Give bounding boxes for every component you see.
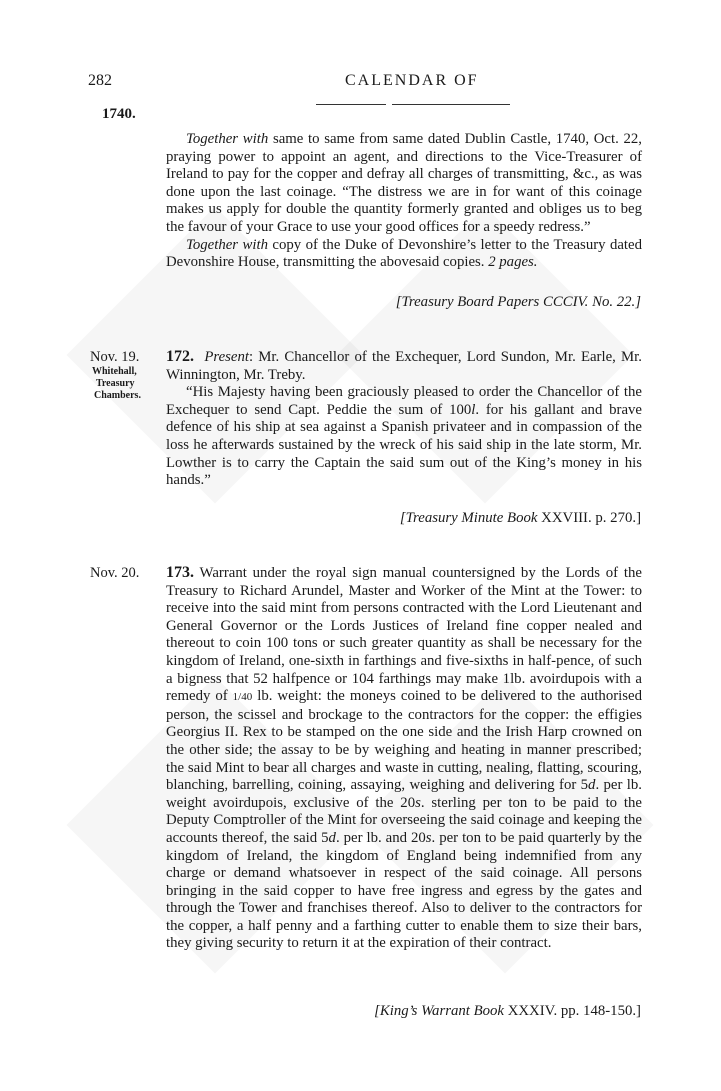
page-count: 2 pages.: [488, 254, 538, 271]
entry-number: 173.: [166, 564, 194, 581]
paragraph-text: . for his gallant and brave defence of his ship at sea against a Spanish privateer and in compassion of the loss he afterwards sustained by the wreck of his said ship in the late storm, Mr. Lowther is to carry the Captain the said sum out of the King’s money in his hands.”: [166, 401, 642, 489]
currency-abbrev: s: [425, 829, 432, 846]
continuation-paragraph: [166, 131, 642, 237]
entry-place: Treasury: [96, 378, 135, 389]
fraction: 1/40: [232, 691, 253, 704]
entry-172: [166, 348, 642, 490]
paragraph-text: . sterling per ton to be paid to the Deputy Comptroller of the Mint for overseeing the said coinage and keeping the accounts thereof, the said 5: [166, 794, 642, 846]
citation-ref: XXVIII. p. 270.]: [541, 510, 641, 526]
paragraph-text: copy of the Duke of Devonshire’s letter to the Treasury dated Devonshire House, transmitting the abovesaid copies.: [166, 236, 642, 271]
paragraph-text: . per ton to be paid quarterly by the kingdom of Ireland, the kingdom of England being indemnified from any charge or demand whatsoever in respect of the said coinage. All persons bringing in the said copper to have free ingress and egress by the gates and through the Tower and franchises thereof. Also to deliver to the contractors for the copper, a half penny and a farthing cutter to enable them to size their bars, they giving security to return it at the expiration of their contract.: [166, 829, 642, 952]
entry-date: Nov. 19.: [90, 349, 140, 365]
entry-number: 172.: [166, 348, 194, 365]
paragraph-text: “His Majesty having been graciously pleased to order the Chancellor of the Exchequer to send Capt. Peddie the sum of 100: [166, 384, 642, 418]
citation-title: [Treasury Minute Book: [399, 510, 542, 526]
citation-ref: XXXIV. pp. 148-150.]: [507, 1003, 641, 1019]
running-head: CALENDAR OF: [345, 72, 479, 89]
entry-paragraph: [166, 348, 642, 384]
paragraph-text: . per lb. and 20: [335, 829, 426, 846]
entry-paragraph: [166, 564, 642, 953]
entry-continuation: [166, 131, 642, 272]
entry-173: [166, 564, 642, 953]
currency-abbrev: s: [415, 794, 421, 811]
present-label: Present: [204, 349, 249, 365]
header-rule: [392, 104, 510, 105]
year-marginal: 1740.: [102, 106, 136, 122]
entry-date: Nov. 20.: [90, 565, 140, 581]
paragraph-text: Warrant under the royal sign manual countersigned by the Lords of the Treasury to Richard Arundel, Master and Worker of the Mint at the Tower: to receive into the said mint from persons contracted with the Lord Lieutenant and General Governor or the Lords Justices of Ireland fine copper nealed and thereout to coin 100 tons or such greater quantity as shall be necessary for the kingdom of Ireland, one-sixth in farthings and five-sixths in half-pence, of such a bigness that 52 halfpence or 104 farthings may make 1lb. avoirdupois with a remedy of: [166, 565, 642, 705]
paragraph-text: : Mr. Chancellor of the Exchequer, Lord Sundon, Mr. Earle, Mr. Winnington, Mr. Treby.: [166, 349, 642, 383]
entry-place: Whitehall,: [92, 366, 137, 377]
together-with-label: Together with: [186, 131, 269, 147]
entry-place: Chambers.: [94, 390, 141, 401]
citation: [400, 510, 641, 527]
paragraph-text: lb. weight: the moneys coined to be delivered to the authorised person, the scissel and brockage to the contractors for the copper: the effigies Georgius II. Rex to be stamped on the one side and the Irish Harp crowned on the other side; the assay to be by weighing and heating in manner prescribed; the said Mint to bear all charges and waste in cutting, nealing, flatting, scouring, blanching, barrelling, coining, assaying, weighing and delivering for 5: [166, 688, 642, 794]
citation-title: [King’s Warrant Book: [374, 1003, 508, 1019]
continuation-paragraph: [166, 237, 642, 272]
citation: [Treasury Board Papers CCCIV. No. 22.]: [395, 294, 641, 310]
entry-paragraph: [166, 384, 642, 490]
paragraph-text: . per lb. weight avoirdupois, exclusive of the 20: [166, 777, 642, 811]
currency-abbrev: l: [471, 401, 476, 418]
together-with-label: Together with: [186, 236, 268, 253]
currency-abbrev: d: [328, 829, 336, 846]
currency-abbrev: d: [588, 777, 596, 794]
header-rule: [316, 104, 386, 105]
page-number: 282: [88, 72, 112, 89]
paragraph-text: same to same from same dated Dublin Castle, 1740, Oct. 22, praying power to appoint an agent, and directions to the Vice-Treasurer of Ireland to pay for the copper and defray all charges of transmitting, &c., as was done upon the last coinage. “The distress we are in for want of this coinage makes us apply for double the quantity formerly granted and obliges us to beg the favour of your Grace to use your good offices for a speedy redress.”: [166, 131, 642, 235]
citation: [374, 1003, 641, 1020]
